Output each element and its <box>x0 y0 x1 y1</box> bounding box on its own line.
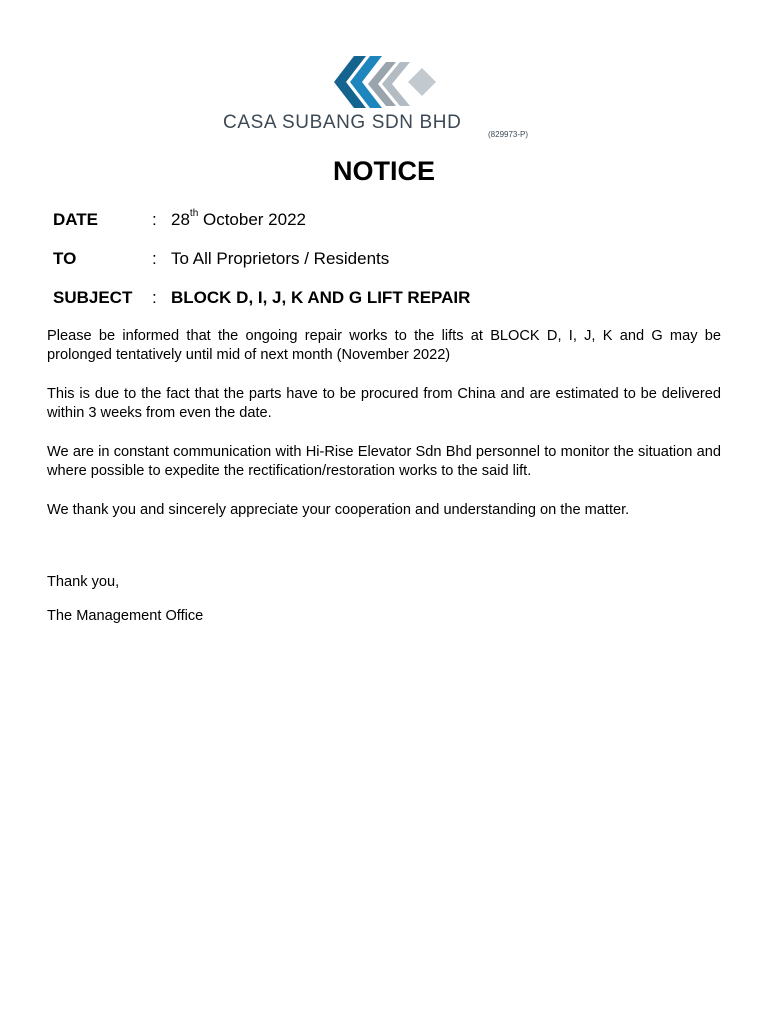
date-label: DATE <box>53 210 99 229</box>
body-paragraph: We are in constant communication with Hi-Rise Elevator Sdn Bhd personnel to monitor the situation and where possible to expedite the rectification/restoration works to the said lift. <box>47 444 721 479</box>
body-paragraph: Please be informed that the ongoing repair works to the lifts at BLOCK D, I, J, K and G may be prolonged tentatively until mid of next month (November 2022) <box>47 328 721 363</box>
closing-signoff: The Management Office <box>47 608 204 624</box>
notice-title: NOTICE <box>332 156 435 186</box>
chevron-logo-icon <box>330 54 440 110</box>
company-logo <box>0 52 768 142</box>
to-label: TO <box>53 249 77 268</box>
company-name: CASA SUBANG SDN BHD <box>223 112 462 133</box>
closing-thanks: Thank you, <box>47 574 120 590</box>
company-registration: (829973-P) <box>488 130 529 139</box>
to-value: To All Proprietors / Residents <box>171 249 390 268</box>
subject-value: BLOCK D, I, J, K AND G LIFT REPAIR <box>171 288 471 307</box>
body-paragraph: This is due to the fact that the parts have to be procured from China and are estimated to be delivered within 3 weeks from even the date. <box>47 386 721 421</box>
date-day: 28 <box>171 210 190 229</box>
subject-label: SUBJECT <box>53 288 133 307</box>
to-colon: : <box>152 249 157 268</box>
date-value <box>171 210 306 230</box>
subject-colon: : <box>152 288 157 307</box>
date-rest: October 2022 <box>198 210 307 229</box>
body-paragraph: We thank you and sincerely appreciate your cooperation and understanding on the matter. <box>47 502 630 518</box>
date-suffix: th <box>189 208 199 219</box>
date-colon: : <box>152 210 157 229</box>
